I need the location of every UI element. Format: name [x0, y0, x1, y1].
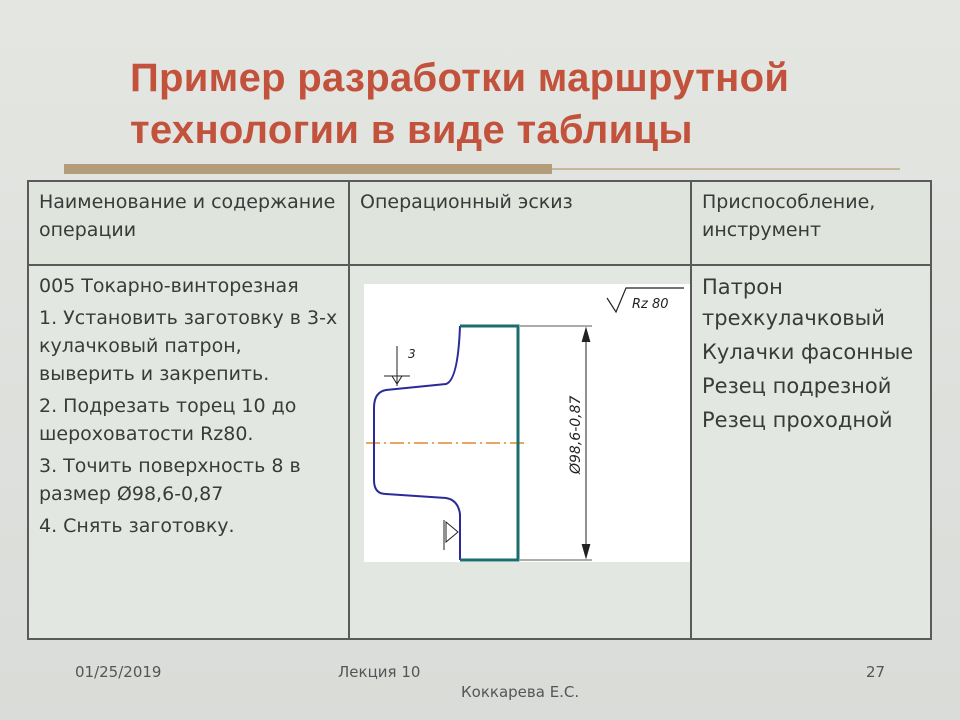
tool-item-1: Патрон трехкулачковый [702, 275, 885, 330]
operation-title: 005 Токарно-винторезная [39, 275, 299, 297]
operation-cell [28, 265, 349, 639]
footer-date: 01/25/2019 [75, 663, 162, 681]
dimension-label: Ø98,6-0,87 [568, 395, 584, 474]
tool-item-4: Резец проходной [702, 408, 893, 432]
title-underline-bar [64, 164, 552, 174]
slide-title-line-1: Пример разработки маршрутной [130, 56, 790, 100]
slide-title-line-2: технологии в виде таблицы [130, 108, 693, 152]
footer-author: Коккарева Е.С. [461, 683, 580, 701]
surface-label: 3 [408, 347, 416, 361]
tool-item-3: Резец подрезной [702, 374, 892, 398]
header-tools: Приспособление, инструмент [691, 181, 931, 265]
operation-step-2: 2. Подрезать торец 10 до шероховатости Rz80. [39, 395, 297, 445]
header-sketch: Операционный эскиз [349, 181, 691, 265]
roughness-label: Rz 80 [632, 297, 669, 312]
route-technology-table [27, 180, 932, 640]
footer-page-number: 27 [866, 663, 886, 681]
header-operation: Наименование и содержание операции [28, 181, 349, 265]
table-header-row [28, 181, 931, 265]
tool-item-2: Кулачки фасонные [702, 340, 914, 364]
operation-step-3: 3. Точить поверхность 8 в размер Ø98,6-0,87 [39, 455, 301, 505]
slide-title [130, 52, 950, 156]
tools-cell [691, 265, 931, 639]
sketch-cell [349, 265, 691, 639]
operation-step-4: 4. Снять заготовку. [39, 515, 235, 537]
table-row [28, 265, 931, 639]
title-underline-line [552, 168, 900, 170]
operation-step-1: 1. Установить заготовку в 3-х кулачковый патрон, выверить и закрепить. [39, 307, 338, 385]
footer-lecture: Лекция 10 [338, 663, 421, 681]
operation-sketch [364, 284, 690, 562]
